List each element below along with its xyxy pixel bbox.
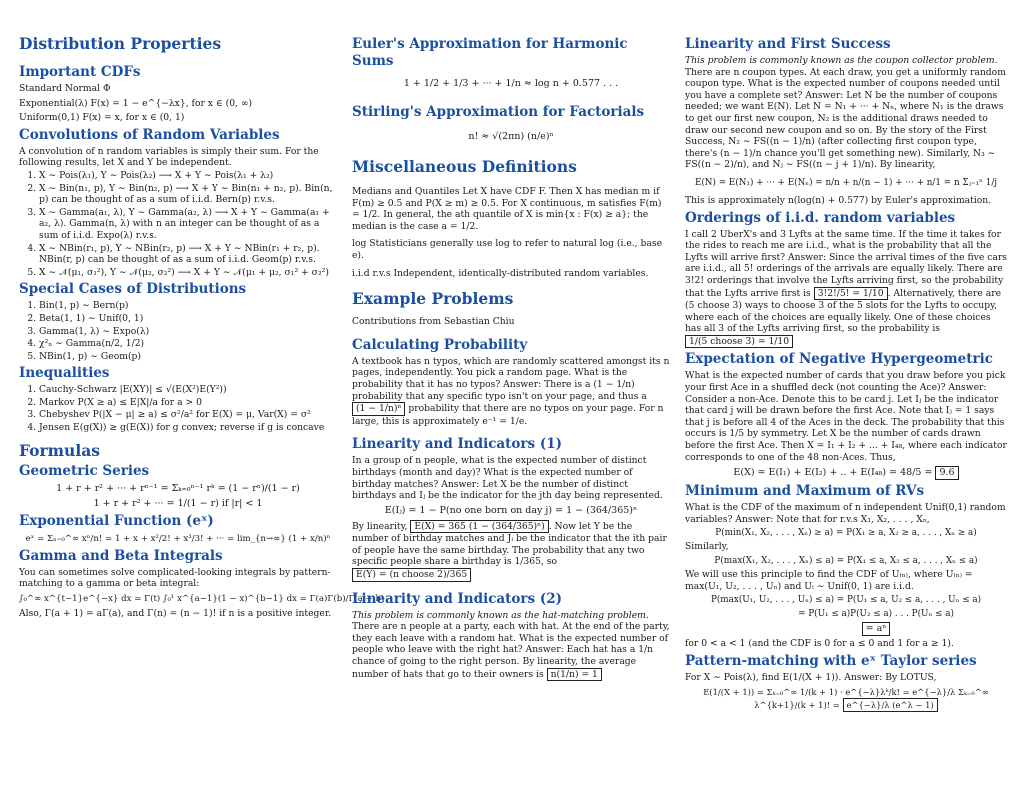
heading-special-cases: Special Cases of Distributions <box>19 281 247 298</box>
column-2 <box>352 34 670 786</box>
neghyp-eq-text: E(X) = E(I₁) + E(I₂) + .. + E(I₄₈) = 48/5 = <box>733 467 933 479</box>
lin1-equation: E(Iⱼ) = 1 − P(no one born on day j) = 1 − (364/365)ⁿ <box>384 504 638 516</box>
heading-linearity-2: Linearity and Indicators (2) <box>352 590 562 607</box>
list-item: 2. Markov P(X ≥ a) ≤ E|X|/a for a > 0 <box>39 397 337 409</box>
list-item: 1. Cauchy-Schwarz |E(XY)| ≤ √(E(X²)E(Y²)) <box>39 384 337 396</box>
list-item: 3. Chebyshev P(|X − μ| ≥ a) ≤ σ²/a² for E(X) = μ, Var(X) = σ² <box>39 409 337 421</box>
minmax-text-3: for 0 < a < 1 (and the CDF is 0 for a ≤ 0 and 1 for a ≥ 1). <box>685 638 954 650</box>
cdf-line: Exponential(λ) F(x) = 1 − e^{−λx}, for x ∈ (0, ∞) <box>19 97 253 109</box>
list-item: 2. X ∼ Bin(n₁, p), Y ∼ Bin(n₂, p) ⟶ X + Y ∼ Bin(n₁ + n₂, p). Bin(n, p) can be thought of as a sum of i.i.d. Bern(p) r.v.s. <box>39 183 337 206</box>
list-item: 4. Jensen E(g(X)) ≥ g(E(X)) for g convex; reverse if g is concave <box>39 422 337 434</box>
lin2-paragraph: There are n people at a party, each with hat. At the end of the party, they each leave with a random hat. What is the expected number of people who leave with the right hat? Answer: Each hat has a 1/n chance of going to the right person. By linearity, the average number of hats that go to their owners is <box>352 621 670 680</box>
conv-list <box>19 170 337 278</box>
list-item: 1. Bin(1, p) ∼ Bern(p) <box>39 300 337 312</box>
gamma-equation: ∫₀^∞ x^{t−1}e^{−x} dx = Γ(t) ∫₀¹ x^{a−1}(1 − x)^{b−1} dx = Γ(a)Γ(b)/Γ(a + b) <box>19 593 385 604</box>
heading-important-cdfs: Important CDFs <box>19 64 141 80</box>
minmax-answer <box>745 622 1007 636</box>
minmax-text: What is the CDF of the maximum of n independent Unif(0,1) random variables? Answer: Note that for r.v.s X₁, X₂, . . . , Xₙ, <box>685 502 1006 525</box>
contributions: Contributions from Sebastian Chiu <box>352 316 515 328</box>
heading-euler: Euler's Approximation for Harmonic Sums <box>352 36 628 69</box>
geo-equation-1: 1 + r + r² + ··· + rⁿ⁻¹ = Σₖ₌₀ⁿ⁻¹ rᵏ = (1 − rⁿ)/(1 − r) <box>56 482 300 494</box>
exp-equation: eˣ = Σₙ₌₀^∞ xⁿ/n! = 1 + x + x²/2! + x³/3! + ··· = lim_{n→∞} (1 + x/n)ⁿ <box>25 533 331 544</box>
cdf-line: Uniform(0,1) F(x) = x, for x ∈ (0, 1) <box>19 112 185 124</box>
neghyp-text: What is the expected number of cards that you draw before you pick your first Ace in a shuffled deck (not counting the Ace)? Answer: Consider a non-Ace. Denote this to be card j. Let Iⱼ be the indicator that card j will be drawn before the first Ace. Note that Iⱼ = 1 says that j is before all 4 of the Aces in the deck. The probability that this occurs is 1/5 by symmetry. Let X be the number of cards drawn before the first Ace. Then X = I₁ + I₂ + ... + I₄₈, where each indicator corresponds to one of the 48 non-Aces. Thus, <box>685 370 1007 463</box>
section-title-distribution-properties: Distribution Properties <box>19 34 222 53</box>
lfs-text: There are n coupon types. At each draw, you get a uniformly random coupon type. What is the expected number of coupons needed until you have a complete set? Answer: Let N be the number of coupons needed; we want E(N). Let N = N₁ + ··· + Nₙ, where N₁ is the draws to get our first new coupon, N₂ is the additional draws needed to draw our second new coupon and so on. By the story of the First Success, N₂ ∼ FS((n − 1)/n) (after collecting first coupon type, there's (n − 1)/n chance you'll get something new). Similarly, N₃ ∼ FS((n − 2)/n), and Nⱼ ∼ FS((n − j + 1)/n). By linearity, <box>685 66 1006 171</box>
minmax-equation-1: P(min(X₁, X₂, . . . , Xₙ) ≥ a) = P(X₁ ≥ a, X₂ ≥ a, . . . , Xₙ ≥ a) <box>715 528 977 539</box>
lin1-lead: By linearity, <box>352 520 408 532</box>
lin1-text-2 <box>352 520 670 582</box>
heading-calculating-probability: Calculating Probability <box>352 336 528 353</box>
gamma-note: Also, Γ(a + 1) = aΓ(a), and Γ(n) = (n − 1)! if n is a positive integer. <box>19 607 332 619</box>
taylor-equation <box>685 686 1007 712</box>
geo-equation-2: 1 + r + r² + ··· = 1/(1 − r) if |r| < 1 <box>93 497 263 509</box>
lin2-italic: This problem is commonly known as the hat-matching problem. <box>352 609 649 621</box>
minmax-text-2: We will use this principle to find the CDF of U₍ₙ₎, where U₍ₙ₎ = max(U₁, U₂, . . . , Uₙ) and Uᵢ ∼ Unif(0, 1) are i.i.d. <box>685 569 973 592</box>
order-text: I call 2 UberX's and 3 Lyfts at the same time. If the time it takes for the rides to reach me are i.i.d., what is the probability that all the Lyfts will arrive first? Answer: Since the arrival times of the five cars are i.i.d., all 5! orderings of the arrivals are equally likely. There are 3!2! orderings that involve the Lyfts arriving first, so the probability <box>685 228 1007 286</box>
lin2-text <box>352 621 670 681</box>
heading-inequalities: Inequalities <box>19 365 110 382</box>
list-item: 3. X ∼ Gamma(a₁, λ), Y ∼ Gamma(a₂, λ) ⟶ X + Y ∼ Gamma(a₁ + a₂, λ). Gamma(n, λ) with n an integer can be thought of as a sum of i.i.d. Expo(λ) r.v.s. <box>39 207 337 242</box>
order-lead: that the Lyfts arrive first is <box>685 287 811 299</box>
lin1-text: In a group of n people, what is the expected number of distinct birthdays (month and day)? What is the expected number of birthday matches? Answer: Let X be the number of distinct birthdays and Iⱼ be the indicator for the jth day being represented. <box>352 455 663 502</box>
heading-min-max: Minimum and Maximum of RVs <box>685 483 925 500</box>
taylor-answer-box: e^{−λ}/λ (e^λ − 1) <box>843 698 938 712</box>
calc-answer-box: (1 − 1/n)ⁿ <box>352 402 405 416</box>
euler-equation: 1 + 1/2 + 1/3 + ··· + 1/n ≈ log n + 0.577 . . . <box>403 78 619 89</box>
ineq-list <box>19 384 337 433</box>
lin1-answer-box: E(X) = 365 (1 − (364/365)ⁿ) <box>410 520 548 534</box>
list-item: 2. Beta(1, 1) ∼ Unif(0, 1) <box>39 313 337 325</box>
minmax-equation-4: = P(U₁ ≤ a)P(U₂ ≤ a) . . . P(Uₙ ≤ a) <box>798 609 954 620</box>
misc-log: log Statisticians generally use log to refer to natural log (i.e., base e). <box>352 238 663 261</box>
heading-gamma-beta: Gamma and Beta Integrals <box>19 547 223 564</box>
minmax-answer-box: = aⁿ <box>862 622 891 636</box>
lin1-answer-box-2: E(Y) = (n choose 2)/365 <box>352 568 471 582</box>
calc-text <box>352 356 670 428</box>
special-list <box>19 300 337 362</box>
heading-stirling: Stirling's Approximation for Factorials <box>352 104 645 120</box>
heading-taylor: Pattern-matching with eˣ Taylor series <box>685 652 977 669</box>
heading-orderings: Orderings of i.i.d. random variables <box>685 209 956 226</box>
order-paragraph: . Alternatively, there are (5 choose 3) ways to choose 3 of the 5 slots for the Lyfts to occupy, where each of the choices are equally likely. One of these choices has all 3 of the Lyfts arriving first, so the probability is <box>685 287 1002 335</box>
minmax-equation-2: P(max(X₁, X₂, . . . , Xₙ) ≤ a) = P(X₁ ≤ a, X₂ ≤ a, . . . , Xₙ ≤ a) <box>714 556 978 566</box>
lfs-equation: E(N) = E(N₁) + ··· + E(Nₙ) = n/n + n/(n − 1) + ··· + n/1 = n Σⱼ₌₁ⁿ 1/j <box>694 177 998 188</box>
neghyp-answer-box: 9.6 <box>935 466 958 480</box>
order-answer-box-2: 1/(5 choose 3) = 1/10 <box>685 335 793 349</box>
heading-negative-hypergeometric: Expectation of Negative Hypergeometric <box>685 351 993 368</box>
misc-iid: i.i.d r.v.s Independent, identically-distributed random variables. <box>352 267 649 279</box>
misc-medians: Medians and Quantiles Let X have CDF F. Then X has median m if F(m) ≥ 0.5 and P(X ≥ m) ≥ 0.5. For X continuous, m satisfies F(m) = 1/2. In general, the ath quantile of X is min{x : F(x) ≥ a}; the median is the case a = 1/2. <box>352 186 662 232</box>
column-3 <box>685 34 1007 786</box>
list-item: 4. X ∼ NBin(r₁, p), Y ∼ NBin(r₂, p) ⟶ X + Y ∼ NBin(r₁ + r₂, p). NBin(r, p) can be thought of as a sum of i.i.d. Geom(p) r.v.s. <box>39 243 337 266</box>
gamma-intro: You can sometimes solve complicated-looking integrals by pattern-matching to a gamma or beta integral: <box>19 566 331 590</box>
section-title-formulas: Formulas <box>19 440 100 460</box>
list-item: 1. X ∼ Pois(λ₁), Y ∼ Pois(λ₂) ⟶ X + Y ∼ Pois(λ₁ + λ₂) <box>39 170 337 182</box>
lin2-answer-box: n(1/n) = 1 <box>547 668 602 682</box>
minmax-equation-3: P(max(U₁, U₂, . . . , Uₙ) ≤ a) = P(U₁ ≤ a, U₂ ≤ a, . . . , Uₙ ≤ a) <box>710 595 982 606</box>
calc-paragraph: A textbook has n typos, which are randomly scattered amongst its n pages, independently. You pick a random page. What is the probability that it has no typos? Answer: There is a (1 − 1/n) probability that any specific typo isn't on your page, and thus a <box>352 355 670 402</box>
list-item: 3. Gamma(1, λ) ∼ Expo(λ) <box>39 326 337 338</box>
section-title-misc: Miscellaneous Definitions <box>352 157 577 176</box>
order-answer-box: 3!2!/5! = 1/10 <box>814 287 888 301</box>
calc-paragraph-2: probability that there are no typos on your page. For n large, this is approximately e⁻¹ = 1/e. <box>352 403 664 427</box>
heading-exponential: Exponential Function (eˣ) <box>19 512 214 529</box>
list-item: 4. χ²ₙ ∼ Gamma(n/2, 1/2) <box>39 338 337 350</box>
cdf-line: Standard Normal Φ <box>19 83 111 94</box>
heading-linearity-first-success: Linearity and First Success <box>685 36 891 52</box>
heading-linearity-1: Linearity and Indicators (1) <box>352 436 562 453</box>
heading-convolutions: Convolutions of Random Variables <box>19 126 280 143</box>
lfs-text-2: This is approximately n(log(n) + 0.577) by Euler's approximation. <box>685 194 992 206</box>
list-item: 5. NBin(1, p) ∼ Geom(p) <box>39 351 337 363</box>
lfs-italic: This problem is commonly known as the coupon collector problem. <box>685 55 998 66</box>
conv-intro: A convolution of n random variables is simply their sum. For the following results, let X and Y be independent. <box>19 145 319 169</box>
stirling-equation: n! ≈ √(2πn) (n/e)ⁿ <box>468 131 554 142</box>
list-item: 5. X ∼ 𝒩(μ₁, σ₁²), Y ∼ 𝒩(μ₂, σ₂²) ⟶ X + Y ∼ 𝒩(μ₁ + μ₂, σ₁² + σ₂²) <box>39 267 337 279</box>
neghyp-equation <box>685 466 1007 480</box>
order-text-2 <box>685 287 1007 349</box>
taylor-text: For X ∼ Pois(λ), find E(1/(X + 1)). Answer: By LOTUS, <box>685 671 937 683</box>
heading-geometric-series: Geometric Series <box>19 462 150 479</box>
taylor-eq-text: E(1/(X + 1)) = Σₖ₌₀^∞ 1/(k + 1) · e^{−λ}λᵏ/k! = e^{−λ}/λ Σₖ₌₀^∞ λ^{k+1}/(k + 1)! = <box>703 687 989 711</box>
lin1-paragraph: . Now let Y be the number of birthday matches and Jᵢ be the indicator that the ith pair of people have the same birthday. The probability that any two specific people share a birthday is 1/365, so <box>352 520 667 568</box>
minmax-similarly: Similarly, <box>685 541 729 553</box>
section-title-examples: Example Problems <box>352 289 514 309</box>
